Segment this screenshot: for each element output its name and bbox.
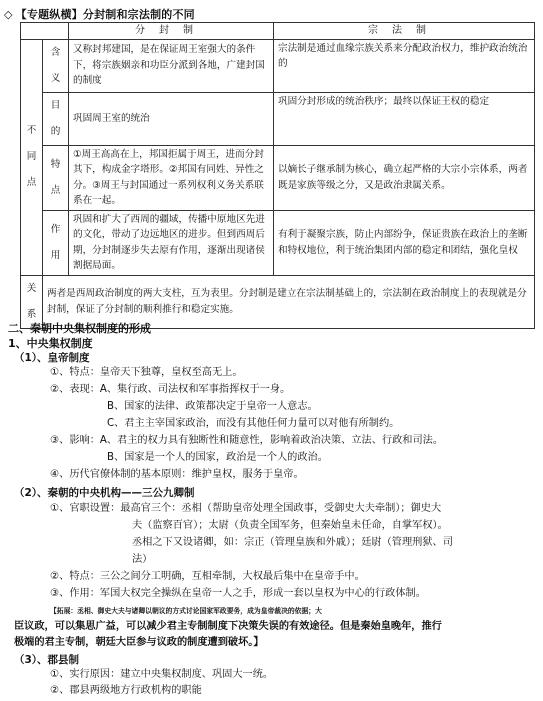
extension-note xyxy=(50,603,540,620)
table-row xyxy=(21,145,535,210)
part3-line: ①、实行原因：建立中央集权制度、巩固大一统。 xyxy=(50,669,274,680)
group-label: 不同点 xyxy=(26,125,37,188)
part2-line: 丞相之下又设诸卿，如：宗正（管理皇族和外戚）；廷尉（管理刑狱、司 xyxy=(132,537,453,548)
relation-cell: 两者是西周政治制度的两大支柱，互为表里。分封制是建立在宗法制基础上的，宗法制在政治制度上的表现就是分封制，保证了分封制的顺利推行和稳定实施。 xyxy=(43,275,535,328)
part1-line: ①、特点：皇帝天下独尊，皇权至高无上。 xyxy=(50,367,243,378)
fengjian-cell: ①周王高高在上，邦国拒属于周王，进而分封其下，构成金字塔形。②邦国有同姓、异性之分。③周王与封国通过一系列权利义务关系联系在一起。 xyxy=(69,145,274,210)
row-label: 作用 xyxy=(50,223,61,261)
part1-line: ③、影响：A、君主的权力具有独断性和随意性，影响着政治决策、立法、行政和司法。 xyxy=(50,435,444,446)
extension-line: 【拓展：丞相、御史大夫与诸卿以朝议的方式讨论国家军政要务，成为皇帝裁决的依据；大 xyxy=(50,607,322,615)
part2-line: 法） xyxy=(132,554,153,565)
part3-line: ②、郡县两级地方行政机构的职能 xyxy=(50,685,202,696)
group-label-cell xyxy=(21,39,43,275)
table-row xyxy=(21,39,535,92)
part3-heading: （3）、郡县制 xyxy=(14,654,80,666)
topic-header xyxy=(4,6,195,22)
zongfa-cell: 有利于凝聚宗族，防止内部纷争，保证贵族在政治上的垄断和特权地位，利于统治集团内部的稳定和团结，强化皇权 xyxy=(274,210,535,275)
row-label-cell xyxy=(43,39,69,92)
col-header-zongfa: 宗法制 xyxy=(274,23,535,40)
extension-line: 极端的君主专制，朝廷大臣参与议政的制度遭到破坏。】 xyxy=(14,637,264,648)
header-blank-cell xyxy=(21,23,69,40)
col-header-fengjian: 分封制 xyxy=(69,23,274,40)
fengjian-cell: 又称封邦建国，是在保证周王室强大的条件下，将宗族姻亲和功臣分派到各地，广建封国的制度 xyxy=(69,39,274,92)
part2-heading: （2）、秦朝的中央机构——三公九卿制 xyxy=(14,487,195,499)
row-label: 含义 xyxy=(50,46,61,84)
table-row xyxy=(21,92,535,145)
row-label: 特点 xyxy=(50,158,61,196)
zongfa-cell: 巩固分封形成的统治秩序；最终以保证王权的稳定 xyxy=(274,92,535,145)
table-row xyxy=(21,210,535,275)
part1-line: ②、表现：A、集行政、司法权和军事指挥权于一身。 xyxy=(50,384,291,395)
row-label-cell xyxy=(43,145,69,210)
fengjian-cell: 巩固和扩大了西周的疆域，传播中原地区先进的文化，带动了边远地区的进步。但到西周后期，分封制逐步失去原有作用，逐渐出现诸侯割据局面。 xyxy=(69,210,274,275)
table-header-row xyxy=(21,23,535,40)
part2-line: ②、特点：三公之间分工明确，互相牵制，大权最后集中在皇帝手中。 xyxy=(50,571,365,582)
row-label-cell xyxy=(43,210,69,275)
part2-line: ③、作用：军国大权完全操纵在皇帝一人之手，形成一套以皇权为中心的行政体制。 xyxy=(50,588,426,599)
topic-title: 【专题纵横】分封制和宗法制的不同 xyxy=(15,8,195,21)
subsection-heading: 1、中央集权制度 xyxy=(8,337,93,350)
row-label: 目的 xyxy=(50,99,61,137)
comparison-table xyxy=(20,22,535,329)
zongfa-cell: 宗法制是通过血缘宗族关系来分配政治权力，维护政治统治的 xyxy=(274,39,535,92)
part1-line: B、国家的法律、政策都决定于皇帝一人意志。 xyxy=(107,401,318,412)
part1-line: C、君主主宰国家政治，而没有其他任何力量可以对他有所制约。 xyxy=(107,418,400,429)
section-heading: 二、秦朝中央集权制度的形成 xyxy=(8,322,151,335)
zongfa-cell: 以嫡长子继承制为核心，确立起严格的大宗小宗体系，两者既是家族等级之分，又是政治隶属关系。 xyxy=(274,145,535,210)
part1-line: B、国家是一个人的国家，政治是一个人的政治。 xyxy=(107,452,328,463)
part2-line: ①、官职设置：最高官三个：丞相（帮助皇帝处理全国政事，受御史大夫牵制）；御史大 xyxy=(50,503,442,514)
fengjian-cell: 巩固周王室的统治 xyxy=(69,92,274,145)
part2-line: 夫（监察百官）；太尉（负责全国军务，但秦始皇未任命，自掌军权）。 xyxy=(132,520,448,531)
extension-line: 臣议政，可以集思广益，可以减少君主专制制度下决策失误的有效途径。但是秦始皇晚年，推行 xyxy=(14,621,442,632)
relation-label: 关系 xyxy=(26,282,37,320)
diamond-icon: ◇ xyxy=(4,8,13,21)
part1-line: ④、历代官僚体制的基本原则：维护皇权，服务于皇帝。 xyxy=(50,469,304,480)
row-label-cell xyxy=(43,92,69,145)
part1-heading: （1）、皇帝制度 xyxy=(14,352,90,364)
